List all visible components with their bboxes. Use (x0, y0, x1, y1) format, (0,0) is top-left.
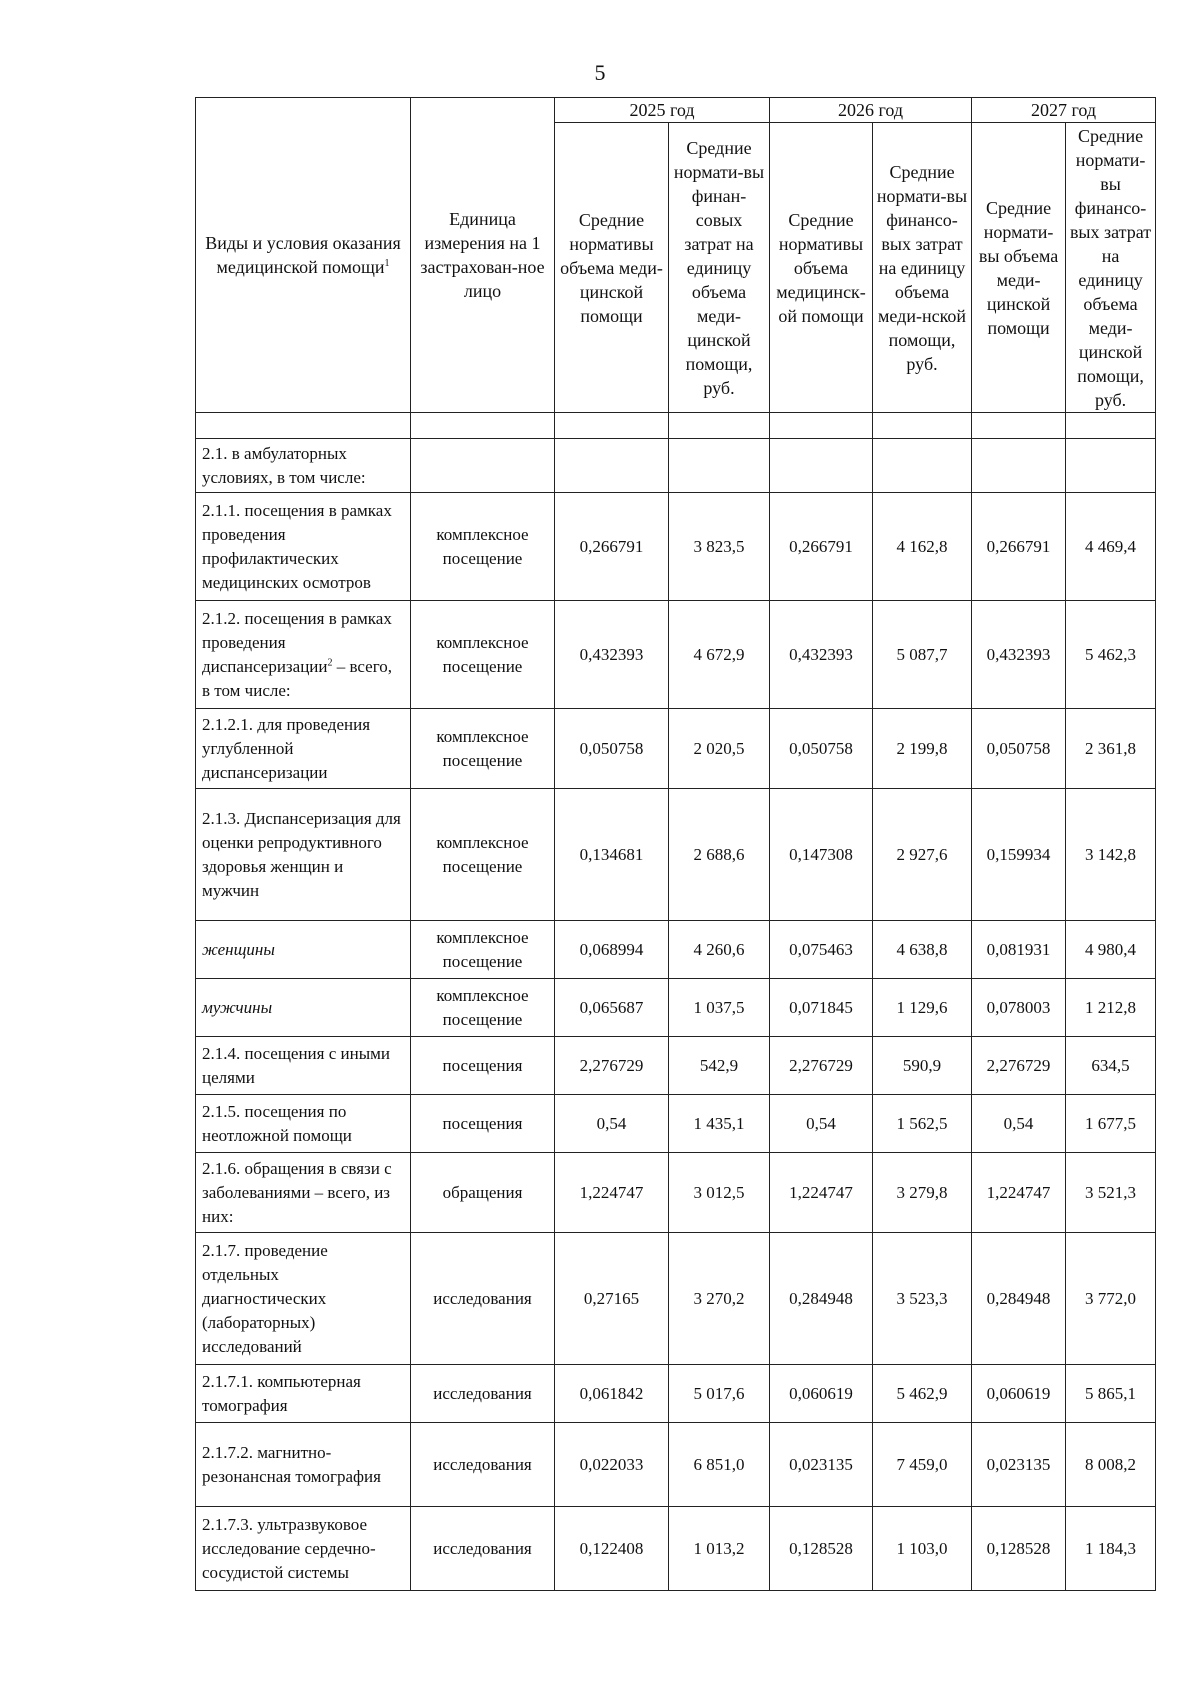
cost-2027-cell: 1 212,8 (1066, 979, 1156, 1037)
cost-2027-cell: 3 142,8 (1066, 789, 1156, 921)
spacer-cell (770, 413, 873, 439)
volume-2026-cell: 2,276729 (770, 1037, 873, 1095)
row-unit: комплексное посещение (411, 601, 555, 709)
row-label: 2.1.7.3. ультразвуковое исследование сердечно-сосудистой системы (196, 1507, 411, 1591)
volume-2025-cell: 0,432393 (555, 601, 669, 709)
unit-header: Единица измерения на 1 застрахован-ное лицо (411, 98, 555, 413)
year-2026-header: 2026 год (770, 98, 972, 123)
cost-2026-cell: 3 523,3 (873, 1233, 972, 1365)
cost-2026-cell: 2 927,6 (873, 789, 972, 921)
spacer-cell (555, 413, 669, 439)
row-unit: обращения (411, 1153, 555, 1233)
row-label: 2.1. в амбулаторных условиях, в том числе: (196, 439, 411, 493)
row-unit (411, 439, 555, 493)
spacer-cell (972, 413, 1066, 439)
cost-2025-cell: 4 260,6 (669, 921, 770, 979)
cost-2026-cell: 5 087,7 (873, 601, 972, 709)
volume-2027-cell: 0,284948 (972, 1233, 1066, 1365)
cost-2026-cell: 2 199,8 (873, 709, 972, 789)
volume-2026-header: Средние нормативы объема медицинск-ой помощи (770, 123, 873, 413)
cost-2025-header: Средние нормати-вы финан-совых затрат на единицу объема меди-цинской помощи, руб. (669, 123, 770, 413)
row-unit: комплексное посещение (411, 709, 555, 789)
spacer-cell (1066, 413, 1156, 439)
cost-2027-cell: 1 677,5 (1066, 1095, 1156, 1153)
table-row (196, 921, 1156, 979)
volume-2026-cell: 0,266791 (770, 493, 873, 601)
volume-2026-cell: 0,128528 (770, 1507, 873, 1591)
page-number: 5 (594, 60, 606, 85)
year-2025-header: 2025 год (555, 98, 770, 123)
cost-2025-cell: 4 672,9 (669, 601, 770, 709)
cost-2026-cell: 1 103,0 (873, 1507, 972, 1591)
cost-2026-cell: 5 462,9 (873, 1365, 972, 1423)
spacer-cell (873, 413, 972, 439)
row-label: 2.1.5. посещения по неотложной помощи (196, 1095, 411, 1153)
row-label: 2.1.7.2. магнитно-резонансная томография (196, 1423, 411, 1507)
cost-2026-cell: 1 562,5 (873, 1095, 972, 1153)
cost-2026-cell: 3 279,8 (873, 1153, 972, 1233)
volume-2027-cell: 0,078003 (972, 979, 1066, 1037)
cost-2026-cell: 4 162,8 (873, 493, 972, 601)
row-label: 2.1.2. посещения в рамках проведения диспансеризации$^2$ – всего, в том числе: (196, 601, 411, 709)
volume-2027-cell: 0,060619 (972, 1365, 1066, 1423)
cost-2025-cell: 3 012,5 (669, 1153, 770, 1233)
cost-2025-cell: 3 823,5 (669, 493, 770, 601)
table-row (196, 439, 1156, 493)
volume-2026-cell: 0,54 (770, 1095, 873, 1153)
volume-2026-cell: 0,075463 (770, 921, 873, 979)
row-unit: посещения (411, 1037, 555, 1095)
table-row (196, 1037, 1156, 1095)
cost-2025-cell: 5 017,6 (669, 1365, 770, 1423)
table-row (196, 1153, 1156, 1233)
row-unit: исследования (411, 1233, 555, 1365)
volume-2026-cell: 1,224747 (770, 1153, 873, 1233)
volume-2027-cell: 0,54 (972, 1095, 1066, 1153)
cost-2026-cell: 590,9 (873, 1037, 972, 1095)
header-year-row (196, 98, 1156, 123)
volume-2025-cell: 1,224747 (555, 1153, 669, 1233)
volume-2026-cell: 0,432393 (770, 601, 873, 709)
cost-2027-cell: 5 462,3 (1066, 601, 1156, 709)
volume-2025-cell: 0,061842 (555, 1365, 669, 1423)
row-label: 2.1.3. Диспансеризация для оценки репродуктивного здоровья женщин и мужчин (196, 789, 411, 921)
volume-2025-cell: 0,134681 (555, 789, 669, 921)
cost-2025-cell: 1 013,2 (669, 1507, 770, 1591)
cost-2025-cell: 6 851,0 (669, 1423, 770, 1507)
cost-2026-header: Средние нормати-вы финансо-вых затрат на единицу объема меди-нской помощи, руб. (873, 123, 972, 413)
volume-2026-cell: 0,147308 (770, 789, 873, 921)
cost-2025-cell: 1 435,1 (669, 1095, 770, 1153)
cost-2025-cell: 2 688,6 (669, 789, 770, 921)
spacer-cell (411, 413, 555, 439)
cost-2025-cell: 1 037,5 (669, 979, 770, 1037)
cost-2027-cell: 634,5 (1066, 1037, 1156, 1095)
volume-2027-cell: 0,159934 (972, 789, 1066, 921)
volume-2025-cell: 0,122408 (555, 1507, 669, 1591)
table-row (196, 601, 1156, 709)
spacer-cell (196, 413, 411, 439)
cost-2026-cell: 7 459,0 (873, 1423, 972, 1507)
row-unit: исследования (411, 1507, 555, 1591)
volume-2026-cell: 0,071845 (770, 979, 873, 1037)
row-unit: комплексное посещение (411, 493, 555, 601)
row-label: женщины (196, 921, 411, 979)
row-unit: исследования (411, 1365, 555, 1423)
volume-2026-cell (770, 439, 873, 493)
spacer-row (196, 413, 1156, 439)
cost-2027-cell: 3 521,3 (1066, 1153, 1156, 1233)
table-row (196, 979, 1156, 1037)
cost-2027-cell: 5 865,1 (1066, 1365, 1156, 1423)
cost-2027-cell (1066, 439, 1156, 493)
volume-2027-cell (972, 439, 1066, 493)
row-label: 2.1.2.1. для проведения углубленной диспансеризации (196, 709, 411, 789)
volume-2025-cell: 0,068994 (555, 921, 669, 979)
volume-2025-header: Средние нормативы объема меди-цинской помощи (555, 123, 669, 413)
volume-2025-cell: 2,276729 (555, 1037, 669, 1095)
spacer-cell (669, 413, 770, 439)
cost-2025-cell (669, 439, 770, 493)
volume-2027-cell: 2,276729 (972, 1037, 1066, 1095)
norms-table (195, 97, 1156, 1591)
table-row (196, 1095, 1156, 1153)
cost-2027-cell: 8 008,2 (1066, 1423, 1156, 1507)
volume-2027-cell: 0,081931 (972, 921, 1066, 979)
volume-2027-cell: 1,224747 (972, 1153, 1066, 1233)
cost-2026-cell: 1 129,6 (873, 979, 972, 1037)
volume-2025-cell: 0,266791 (555, 493, 669, 601)
volume-2027-cell: 0,050758 (972, 709, 1066, 789)
table-row (196, 789, 1156, 921)
volume-2027-header: Средние нормати-вы объема меди-цинской помощи (972, 123, 1066, 413)
row-label: 2.1.1. посещения в рамках проведения профилактических медицинских осмотров (196, 493, 411, 601)
cost-2027-cell: 2 361,8 (1066, 709, 1156, 789)
volume-2025-cell: 0,050758 (555, 709, 669, 789)
volume-2027-cell: 0,023135 (972, 1423, 1066, 1507)
volume-2027-cell: 0,266791 (972, 493, 1066, 601)
volume-2027-cell: 0,128528 (972, 1507, 1066, 1591)
row-label: мужчины (196, 979, 411, 1037)
cost-2026-cell: 4 638,8 (873, 921, 972, 979)
table-row (196, 1507, 1156, 1591)
table-row (196, 1423, 1156, 1507)
cost-2027-cell: 3 772,0 (1066, 1233, 1156, 1365)
volume-2025-cell: 0,54 (555, 1095, 669, 1153)
volume-2026-cell: 0,050758 (770, 709, 873, 789)
cost-2027-cell: 1 184,3 (1066, 1507, 1156, 1591)
row-label: 2.1.7.1. компьютерная томография (196, 1365, 411, 1423)
volume-2026-cell: 0,060619 (770, 1365, 873, 1423)
table-row (196, 493, 1156, 601)
kinds-header: Виды и условия оказания медицинской помощи$^1$ (196, 98, 411, 413)
table-row (196, 1365, 1156, 1423)
row-label: 2.1.6. обращения в связи с заболеваниями – всего, из них: (196, 1153, 411, 1233)
volume-2025-cell: 0,27165 (555, 1233, 669, 1365)
cost-2025-cell: 542,9 (669, 1037, 770, 1095)
row-unit: комплексное посещение (411, 979, 555, 1037)
row-label: 2.1.7. проведение отдельных диагностических (лабораторных) исследований (196, 1233, 411, 1365)
table-row (196, 709, 1156, 789)
cost-2025-cell: 3 270,2 (669, 1233, 770, 1365)
volume-2025-cell: 0,022033 (555, 1423, 669, 1507)
row-unit: посещения (411, 1095, 555, 1153)
cost-2027-cell: 4 980,4 (1066, 921, 1156, 979)
volume-2025-cell: 0,065687 (555, 979, 669, 1037)
row-unit: комплексное посещение (411, 789, 555, 921)
volume-2026-cell: 0,284948 (770, 1233, 873, 1365)
table-row (196, 1233, 1156, 1365)
cost-2027-header: Средние нормати-вы финансо-вых затрат на единицу объема меди-цинской помощи, руб. (1066, 123, 1156, 413)
row-label: 2.1.4. посещения с иными целями (196, 1037, 411, 1095)
year-2027-header: 2027 год (972, 98, 1156, 123)
row-unit: комплексное посещение (411, 921, 555, 979)
cost-2026-cell (873, 439, 972, 493)
cost-2027-cell: 4 469,4 (1066, 493, 1156, 601)
volume-2027-cell: 0,432393 (972, 601, 1066, 709)
cost-2025-cell: 2 020,5 (669, 709, 770, 789)
volume-2026-cell: 0,023135 (770, 1423, 873, 1507)
volume-2025-cell (555, 439, 669, 493)
row-unit: исследования (411, 1423, 555, 1507)
